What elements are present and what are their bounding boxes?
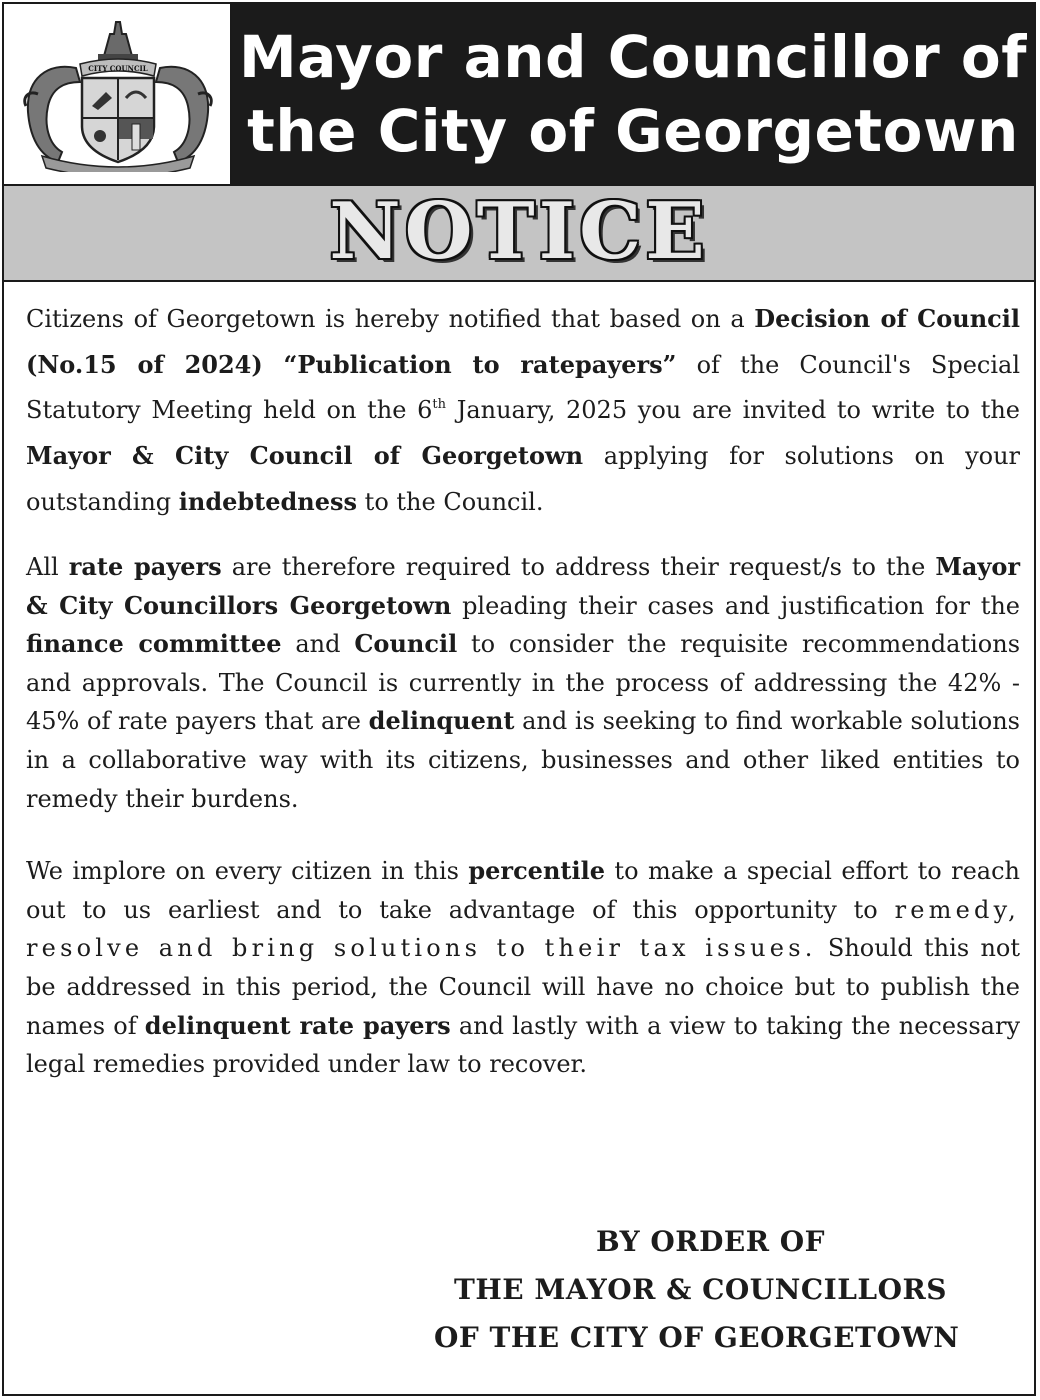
paragraph-3 [26, 852, 1020, 1084]
p1-text-5: to the Council. [357, 488, 544, 516]
p3-text-1: We implore on every citizen in this [26, 857, 469, 886]
header [4, 4, 1034, 184]
p2-text-6: and is seeking to find workable solutions in a collaborative way with its citizens, businesses and other liked entities to remedy their burdens. [26, 707, 1020, 813]
p1-text-3: January, 2025 you are invited to write to the [446, 396, 1020, 424]
p3-text-5: and lastly with a view to taking the necessary legal remedies provided under law to recover. [26, 1011, 1021, 1079]
p1-text-1: Citizens of Georgetown is hereby notified that based on a [26, 305, 755, 333]
p2-text-5: to consider the requisite recommendations and approvals. The Council is currently in the process of addressing the 42% - 45% of rate payers that are [26, 630, 1021, 736]
notice-heading: NOTICE [329, 186, 709, 277]
notice-band [4, 184, 1034, 282]
p3-bold-percentile: percentile [468, 856, 605, 886]
p1-text-4: applying for solutions on your outstanding [26, 442, 1021, 516]
p2-bold-mayor: Mayor & City Councillors Georgetown [26, 552, 1021, 620]
notice-frame [2, 2, 1036, 1396]
p2-text-2: are therefore required to address their request/s to the [221, 553, 936, 581]
p2-text-3: pleading their cases and justification for the [451, 591, 1021, 620]
p1-bold-mayor: Mayor & City Council of Georgetown [26, 441, 584, 470]
p2-bold-finance: finance committee [26, 629, 282, 659]
p3-bold-delinquent: delinquent rate payers [144, 1010, 451, 1040]
logo-box [4, 4, 232, 184]
p2-bold-council: Council [354, 629, 458, 659]
p3-text-spread: remedy, resolve and bring solutions to their tax issues. [26, 895, 1020, 963]
p3-text-4: Should this not be addressed in this period, the Council will have no choice but to publish the names of [26, 934, 1021, 1040]
title-line-2: the City of Georgetown [247, 97, 1019, 165]
p1-superscript: th [432, 397, 446, 412]
signoff-line-3: OF THE CITY OF GEORGETOWN [434, 1321, 960, 1354]
p2-text-1: All [26, 553, 69, 581]
p1-bold-decision: Decision of Council (No.15 of 2024) “Publication to ratepayers” [26, 304, 1021, 379]
title-line-1: Mayor and Councillor of [239, 23, 1027, 91]
signoff-line-1: BY ORDER OF [596, 1225, 825, 1258]
p2-bold-delinquent: delinquent [368, 706, 515, 736]
signoff [404, 1218, 1036, 1362]
paragraph-2 [26, 548, 1020, 818]
p1-text-2: of the Council's Special Statutory Meeting held on the 6 [26, 351, 1021, 424]
notice-body [26, 296, 1020, 1084]
crest-banner-text: CITY COUNCIL [88, 64, 148, 73]
p2-text-4: and [281, 630, 355, 659]
title-box [232, 4, 1034, 184]
signoff-line-2: THE MAYOR & COUNCILLORS [454, 1273, 947, 1306]
paragraph-1 [26, 296, 1020, 525]
p3-text-2: to make a special effort to reach out to us earliest and to take advantage of this opportunity to [26, 857, 1020, 924]
p1-bold-indebtedness: indebtedness [178, 487, 358, 516]
p2-bold-rate-payers: rate payers [68, 552, 222, 581]
city-council-crest-icon [18, 16, 218, 172]
